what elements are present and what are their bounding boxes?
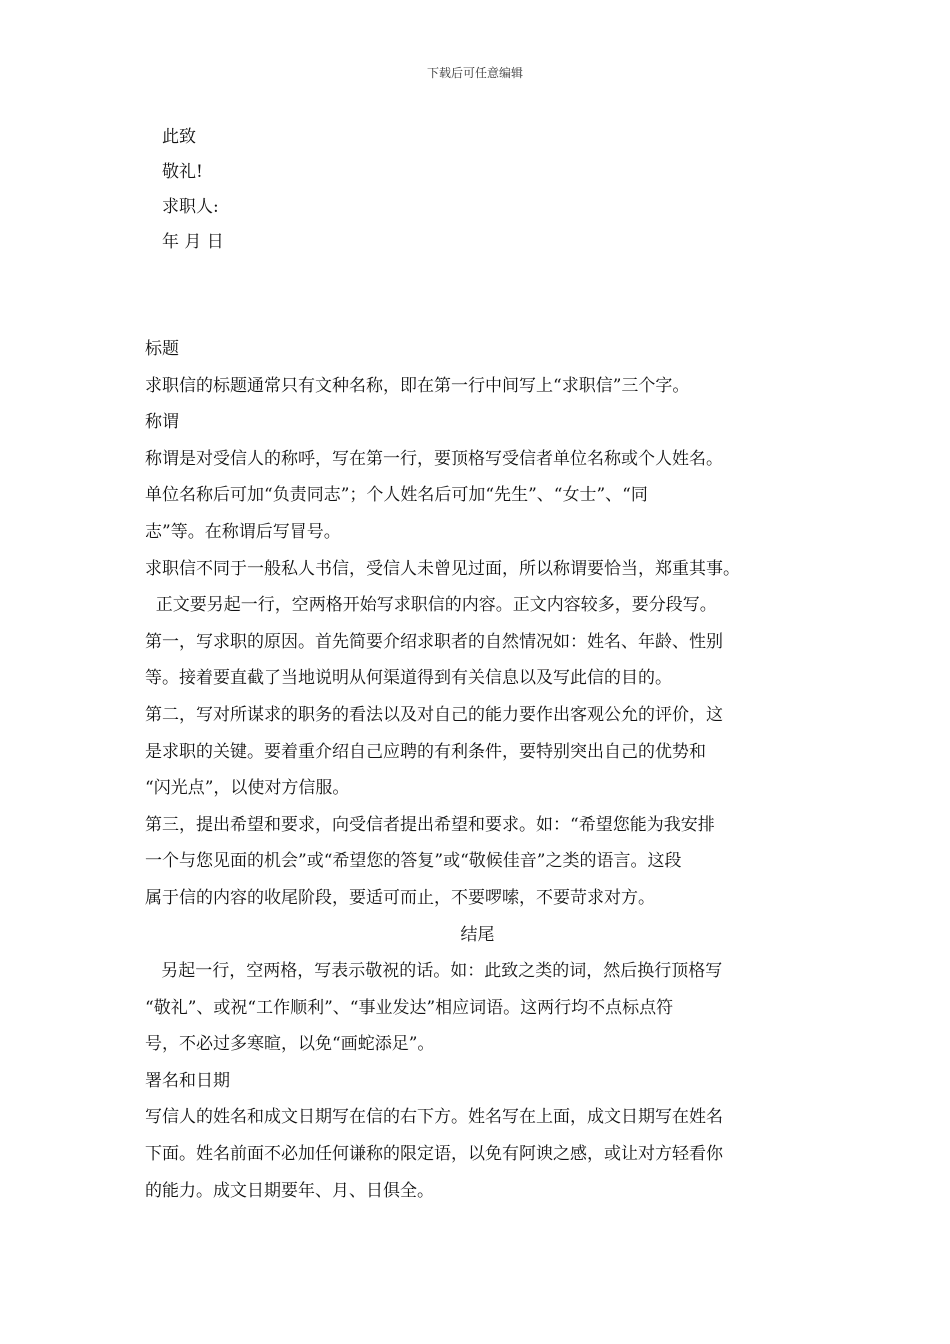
page-header: 下载后可任意编辑 [426, 66, 523, 80]
text-line: 单位名称后可加“负责同志”；个人姓名后可加“先生”、“女士”、“同 [145, 485, 648, 506]
text-line: 等。接着要直截了当地说明从何渠道得到有关信息以及写此信的目的。 [145, 668, 672, 689]
text-line: 写信人的姓名和成文日期写在信的右下方。姓名写在上面，成文日期写在姓名 [145, 1107, 723, 1128]
text-line: 第二，写对所谋求的职务的看法以及对自己的能力要作出客观公允的评价，这 [145, 704, 723, 725]
text-line: 一个与您见面的机会”或“希望您的答复”或“敬候佳音”之类的语言。这段 [145, 851, 682, 872]
closing-line: 求职人: [162, 197, 219, 217]
text-line: 求职信的标题通常只有文种名称，即在第一行中间写上“求职信”三个字。 [145, 375, 690, 396]
letter-closing [162, 122, 224, 262]
text-line: 另起一行，空两格，写表示敬祝的话。如：此致之类的词，然后换行顶格写 [145, 961, 723, 982]
section-heading-signature: 署名和日期 [145, 1070, 230, 1091]
text-line: 正文要另起一行，空两格开始写求职信的内容。正文内容较多，要分段写。 [145, 595, 717, 616]
text-line: 的能力。成文日期要年、月、日俱全。 [145, 1180, 434, 1201]
text-line: 下面。姓名前面不必加任何谦称的限定语，以免有阿谀之感，或让对方轻看你 [145, 1144, 723, 1165]
text-line: “敬礼”、或祝“工作顺利”、“事业发达”相应词语。这两行均不点标点符 [145, 997, 674, 1018]
closing-line: 此致 [162, 127, 196, 147]
closing-line: 年 月 日 [162, 232, 224, 252]
text-line: “闪光点”，以使对方信服。 [145, 778, 350, 799]
text-line: 称谓是对受信人的称呼，写在第一行，要顶格写受信者单位名称或个人姓名。 [145, 448, 723, 469]
section-heading-salutation: 称谓 [145, 412, 179, 433]
closing-line: 敬礼! [162, 162, 203, 182]
text-line: 志”等。在称谓后写冒号。 [145, 521, 341, 542]
section-heading-title: 标题 [145, 339, 179, 359]
document-body [145, 334, 810, 1212]
text-line: 号，不必过多寒暄，以免“画蛇添足”。 [145, 1034, 435, 1055]
section-heading-ending: 结尾 [460, 924, 495, 945]
text-line: 属于信的内容的收尾阶段，要适可而止，不要啰嗦，不要苛求对方。 [145, 887, 655, 908]
text-line: 第一，写求职的原因。首先简要介绍求职者的自然情况如：姓名、年龄、性别 [145, 631, 723, 652]
text-line: 是求职的关键。要着重介绍自己应聘的有利条件，要特别突出自己的优势和 [145, 741, 706, 762]
text-line: 求职信不同于一般私人书信，受信人未曾见过面，所以称谓要恰当，郑重其事。 [145, 558, 740, 579]
text-line: 第三，提出希望和要求，向受信者提出希望和要求。如：“希望您能为我安排 [145, 814, 715, 835]
